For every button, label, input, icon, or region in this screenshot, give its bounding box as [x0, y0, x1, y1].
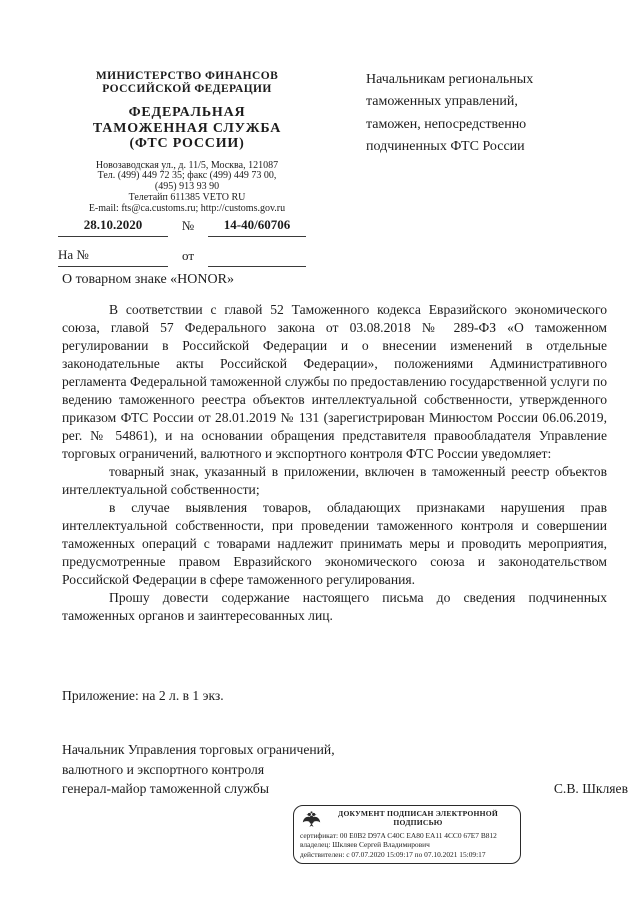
ministry-name-line: МИНИСТЕРСТВО ФИНАНСОВ [95, 70, 279, 82]
body-paragraph: Прошу довести содержание настоящего письма до сведения подчиненных таможенных органов и заинтересованных лиц. [62, 590, 607, 623]
stamp-validity: действителен: с 07.07.2020 15:09:17 по 07.10.2021 15:09:17 [300, 849, 486, 859]
body-paragraph: в случае выявления товаров, обладающих признаками нарушения прав интеллектуальной собственности, при проведении таможенного контроля и совершении таможенных операций с товарами надлежит принимать меры и проводить мероприятия, предусмотренные правом Евразийского экономического союза и законодательством Российской Федерации в сфере таможенного регулирования. [62, 500, 607, 587]
reply-date-blank [208, 263, 306, 267]
stamp-owner: владелец: Шкляев Сергей Владимирович [300, 840, 430, 850]
reply-number-field [58, 247, 168, 267]
document-number: 14-40/60706 [223, 217, 291, 232]
agency-phone: (495) 913 93 90 [154, 181, 220, 193]
agency-name-line: ФЕДЕРАЛЬНАЯ [128, 105, 246, 120]
body-paragraph: В соответствии с главой 52 Таможенного кодекса Евразийского экономического союза, главой 57 Федерального закона от 03.08.2018 № 289-ФЗ «О таможенном регулировании в Российской Федерации и о внесении изменений в отдельные законодательные акты Российской Федерации», положениями Административного регламента Федеральной таможенной службы по предоставлению государственной услуги по ведению таможенного реестра объектов интеллектуальной собственности, утвержденного приказом ФТС России от 28.01.2019 № 131 (зарегистрирован Минюстом России 06.06.2019, рег. № 54861), и на основании обращения представителя правообладателя Управление торговых ограничений, валютного и экспортного контроля ФТС России уведомляет: [62, 302, 607, 461]
ministry-name [28, 70, 346, 95]
ministry-name-line: РОССИЙСКОЙ ФЕДЕРАЦИИ [102, 82, 272, 95]
reply-reference-row [58, 242, 308, 267]
customs-eagle-emblem-icon [300, 810, 323, 828]
date-number-row [58, 212, 308, 237]
agency-teletype: Телетайп 611385 VETO RU [128, 191, 246, 203]
agency-name-line: (ФТС РОССИИ) [129, 136, 245, 151]
agency-phone: Тел. (499) 449 72 35; факс (499) 449 73 00, [97, 170, 277, 182]
agency-contacts [28, 161, 346, 215]
agency-name [28, 105, 346, 152]
document-date-field [58, 217, 168, 237]
subject-line: О товарном знаке «HONOR» [62, 272, 234, 287]
agency-address: Новозаводская ул., д. 11/5, Москва, 121087 [95, 159, 279, 171]
agency-name-line: ТАМОЖЕННАЯ СЛУЖБА [92, 120, 282, 136]
addressee-line: Начальникам региональных [366, 72, 534, 87]
addressee-line: подчиненных ФТС России [366, 138, 525, 154]
stamp-details [300, 831, 513, 859]
signatory-rank: генерал-майор таможенной службы [62, 781, 269, 796]
e-signature-stamp [293, 805, 521, 864]
from-label: от [181, 248, 194, 263]
letterhead [28, 70, 346, 214]
addressee-block [366, 69, 606, 158]
signatory-name: С.В. Шкляев [553, 781, 628, 796]
letter-body [62, 301, 607, 625]
document-date: 28.10.2020 [83, 217, 143, 232]
reference-block [58, 212, 308, 267]
stamp-certificate: сертификат: 00 E0B2 D97A C40C EA80 EA11 4CC0 67E7 B812 [300, 831, 497, 840]
signatory-position: Начальник Управления торговых ограничений, [62, 742, 335, 757]
signature-block [62, 740, 628, 799]
signatory-position: валютного и экспортного контроля [62, 761, 265, 777]
document-number-field [208, 217, 306, 237]
stamp-header [300, 810, 513, 828]
stamp-title: ДОКУМЕНТ ПОДПИСАН ЭЛЕКТРОННОЙ ПОДПИСЬЮ [338, 809, 498, 827]
addressee-line: таможен, непосредственно [366, 116, 527, 132]
signatory-rank-row [62, 779, 628, 799]
number-sign-label: № [181, 218, 195, 233]
body-paragraph: товарный знак, указанный в приложении, включен в таможенный реестр объектов интеллектуальной собственности; [62, 464, 607, 497]
addressee-line: таможенных управлений, [366, 94, 518, 110]
attachment-line: Приложение: на 2 л. в 1 экз. [62, 688, 224, 703]
reply-number-label: На № [58, 247, 89, 262]
agency-email-web: E-mail: fts@ca.customs.ru; http://customs.gov.ru [88, 202, 286, 214]
